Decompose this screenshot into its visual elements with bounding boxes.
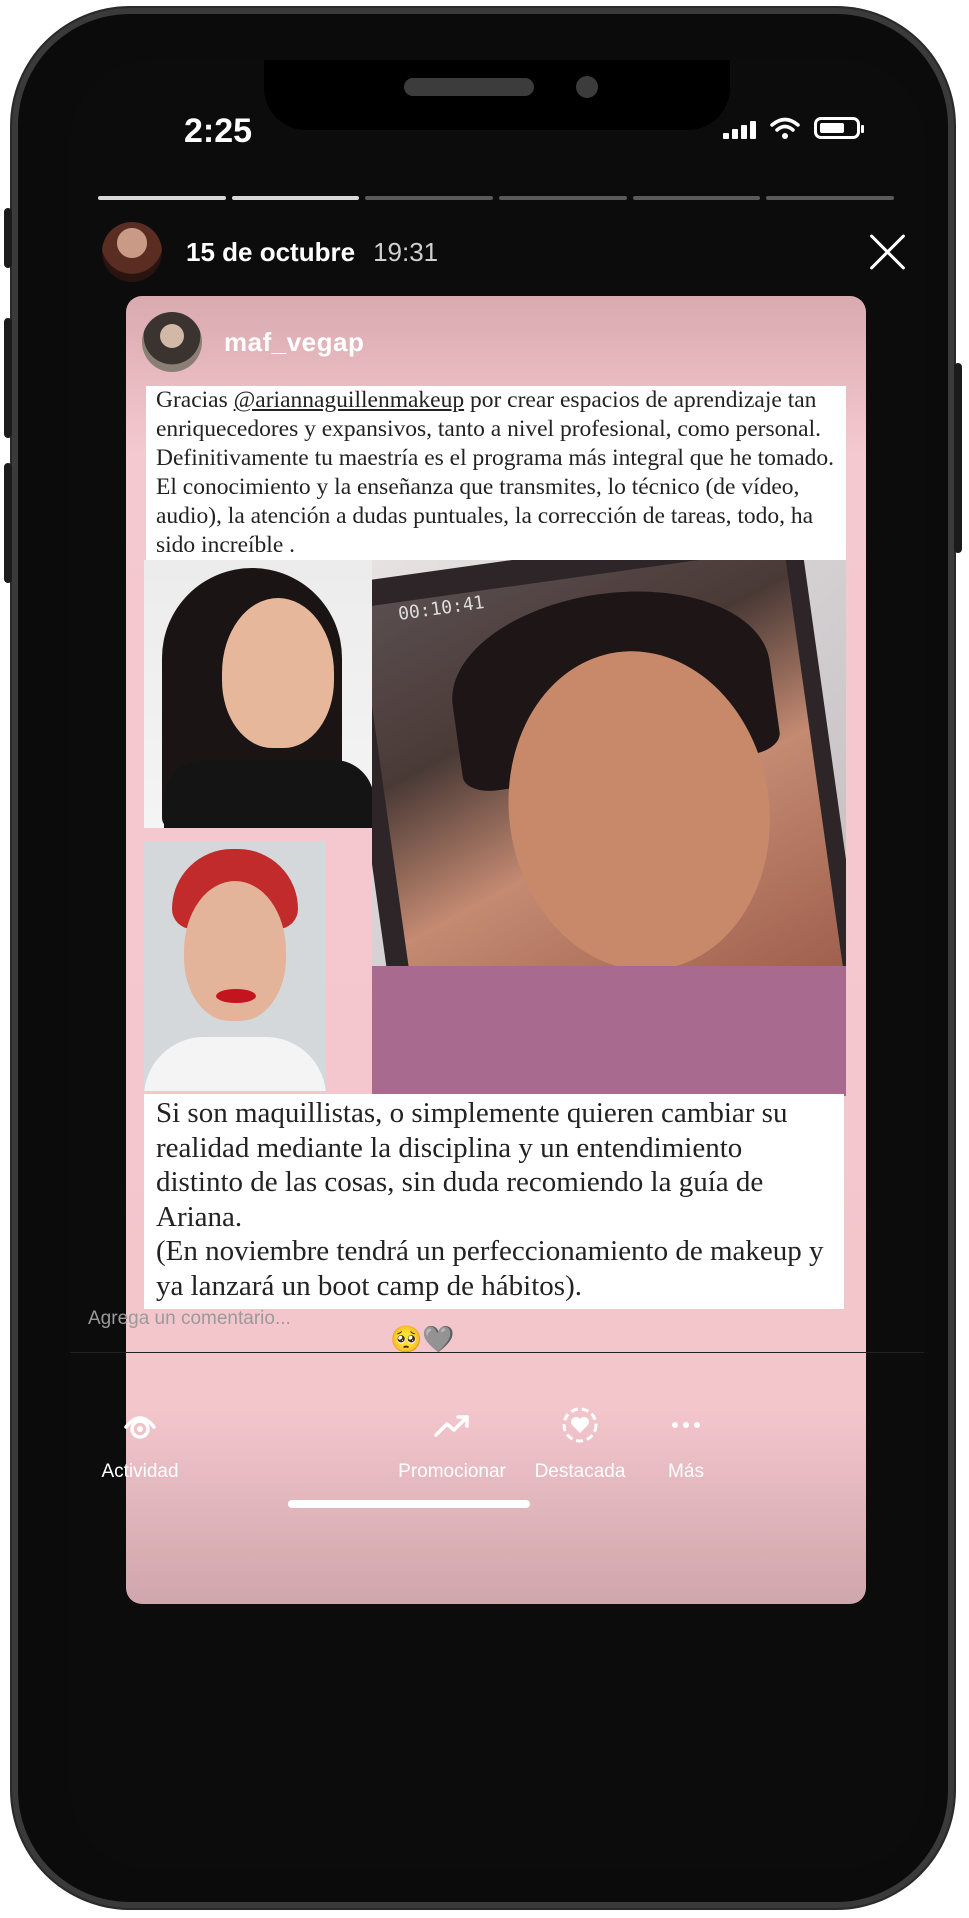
progress-segment [365,196,493,200]
close-icon[interactable] [868,232,908,272]
emoji-reaction: 🥺🩶 [390,1324,455,1354]
progress-segment [633,196,761,200]
comment-input[interactable]: Agrega un comentario... [88,1308,291,1329]
battery-icon [814,117,860,139]
progress-segment [232,196,360,200]
volume-down-button [4,463,12,583]
story-avatar[interactable] [102,222,162,282]
progress-segment [98,196,226,200]
front-camera [576,76,598,98]
speaker [404,78,534,96]
promote-label: Promocionar [398,1461,506,1482]
more-dots-icon [666,1405,706,1445]
post-text-bottom-p1: Si son maquillistas, o simplemente quieren cambiar su realidad mediante la disciplina y un entendimiento distinto de las cosas, sin duda recomiendo la guía de Ariana. [156,1097,788,1233]
photo-tablet-video [372,560,846,1096]
trending-up-icon [432,1405,472,1445]
signal-icon [723,117,756,139]
story-actions-bar [70,1352,924,1563]
post-header [142,312,364,372]
phone-frame [12,8,954,1908]
status-time: 2:25 [184,112,253,150]
story-header [102,222,438,282]
progress-segment [499,196,627,200]
post-text-bottom-p2: (En noviembre tendrá un perfeccionamiento de makeup y ya lanzará un boot camp de hábitos). [156,1235,824,1302]
activity-icon [120,1405,160,1445]
volume-up-button [4,318,12,438]
post-text-top [146,386,846,566]
activity-button[interactable] [70,1405,210,1483]
promote-button[interactable] [382,1405,522,1483]
highlight-heart-icon [560,1405,600,1445]
story-time: 19:31 [373,236,439,267]
activity-label: Actividad [101,1461,179,1482]
power-button [954,363,962,553]
story-date: 15 de octubre [186,236,356,267]
more-button[interactable] [616,1405,756,1483]
post-username[interactable]: maf_vegap [224,326,365,357]
screen [70,60,924,1870]
photo-model-2 [144,841,326,1091]
mention-link[interactable]: @ariannaguillenmakeup [233,387,465,413]
notch [264,60,730,130]
progress-segment [766,196,894,200]
wifi-icon [770,116,800,140]
more-label: Más [668,1461,704,1482]
post-text-paragraph: Definitivamente tu maestría es el programa más integral que he tomado. El conocimiento y la enseñanza que transmites, lo técnico (de vídeo, audio), la atención a dudas puntuales, la corrección de tareas, todo, ha sido increíble . [156,445,835,558]
highlight-label: Destacada [534,1461,626,1482]
photo-model-1 [144,560,372,828]
post-text-bottom [144,1094,844,1309]
status-icons [723,116,860,140]
home-indicator[interactable] [288,1500,530,1508]
silent-switch [4,208,12,268]
post-text-rest: por crear espacios de aprendizaje tan enriquecedores y expansivos, tanto a nivel profesional, como personal. [156,387,821,442]
video-timer: 00:10:41 [396,592,486,625]
post-text-prefix: Gracias [156,387,234,413]
story-progress [98,196,894,200]
post-avatar[interactable] [142,312,202,372]
